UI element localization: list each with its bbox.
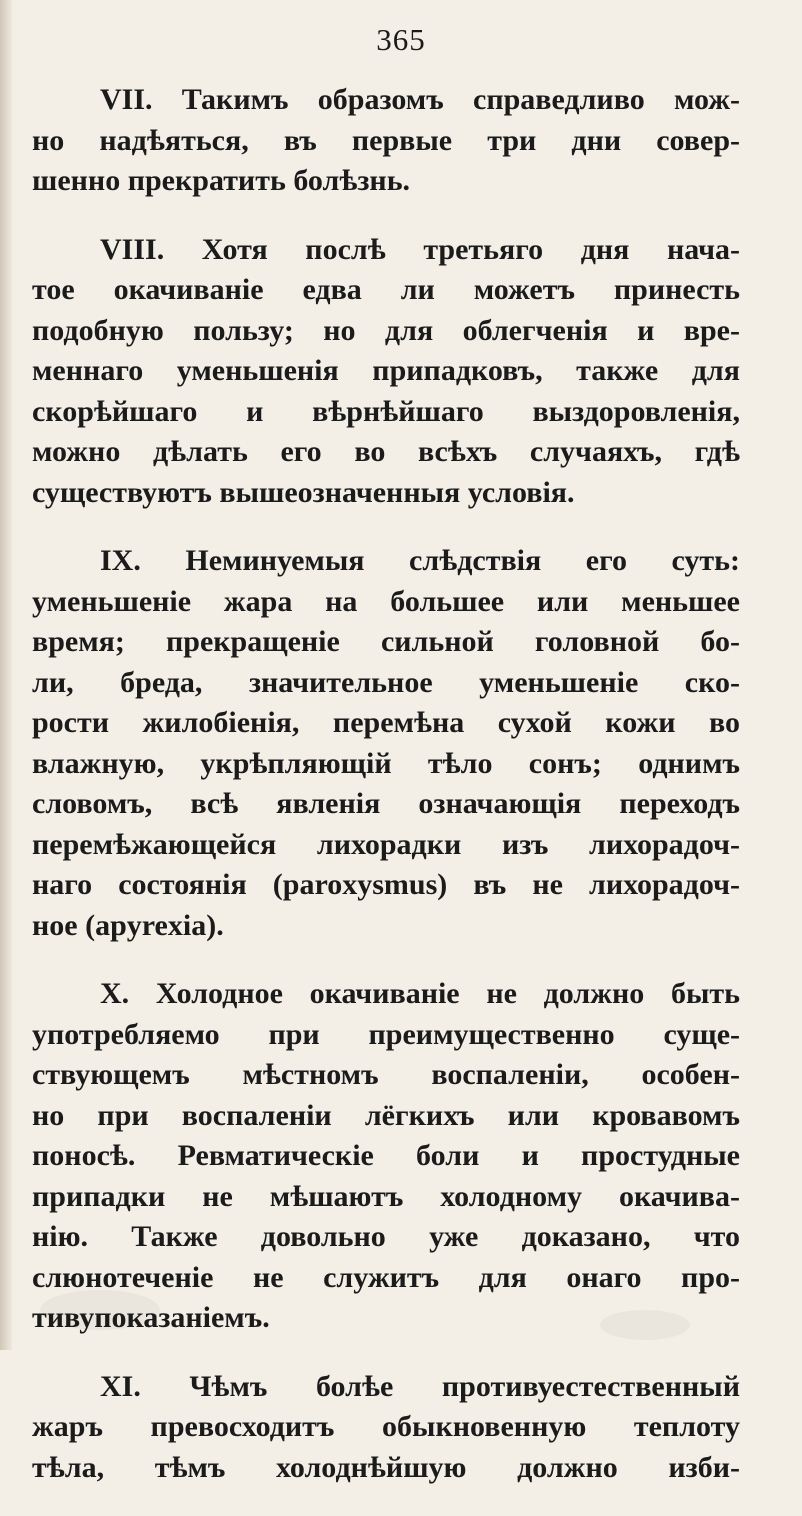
text-line: подобную пользу; но для облегченія и вре- bbox=[32, 313, 740, 347]
text-line: жаръ превосходитъ обыкновенную теплоту bbox=[32, 1410, 740, 1443]
text-line: меннаго уменьшенія припадковъ, также для bbox=[32, 354, 740, 387]
text-line: существуютъ вышеозначенныя условія. bbox=[32, 475, 575, 509]
text-line: влажную, укрѣпляющій тѣло сонъ; однимъ bbox=[32, 746, 740, 780]
text-line: ствующемъ мѣстномъ воспаленіи, особен- bbox=[32, 1058, 740, 1091]
text-line: время; прекращеніе сильной головной бо- bbox=[32, 625, 740, 658]
paragraph-vii bbox=[32, 80, 740, 202]
text-line: VII. Такимъ образомъ справедливо мож- bbox=[100, 83, 740, 116]
paragraph-ix bbox=[32, 541, 740, 946]
text-line: IX. Неминуемыя слѣдствія его суть: bbox=[100, 544, 740, 577]
text-line: но при воспаленіи лёгкихъ или кровавомъ bbox=[32, 1098, 740, 1132]
paragraph-x bbox=[32, 974, 740, 1339]
text-line: VIII. Хотя послѣ третьяго дня нача- bbox=[100, 232, 740, 266]
text-line: слюнотеченіе не служитъ для онаго про- bbox=[32, 1260, 740, 1294]
text-line: шенно прекратить болѣзнь. bbox=[32, 164, 411, 197]
text-line: припадки не мѣшаютъ холодному окачива- bbox=[32, 1179, 740, 1213]
paragraph-xi bbox=[32, 1367, 740, 1489]
text-line: можно дѣлать его во всѣхъ случаяхъ, гдѣ bbox=[32, 435, 740, 468]
text-line: но надѣяться, въ первые три дни совер- bbox=[32, 123, 740, 157]
text-line: нію. Также довольно уже доказано, что bbox=[32, 1220, 740, 1253]
text-line: XI. Чѣмъ болѣе противуестественный bbox=[100, 1369, 740, 1403]
text-line: X. Холодное окачиваніе не должно быть bbox=[100, 977, 740, 1010]
page-number: 365 bbox=[376, 22, 426, 57]
text-line: наго состоянія (paroxysmus) въ не лихорадоч- bbox=[32, 868, 740, 901]
text-line: тѣла, тѣмъ холоднѣйшую должно изби- bbox=[32, 1450, 740, 1484]
text-line: тое окачиваніе едва ли можетъ принесть bbox=[32, 273, 740, 306]
text-line: скорѣйшаго и вѣрнѣйшаго выздоровленія, bbox=[32, 394, 740, 428]
text-line: поносѣ. Ревматическіе боли и простудные bbox=[32, 1139, 740, 1172]
page-binding-edge bbox=[0, 0, 12, 1350]
text-line: употребляемо при преимущественно суще- bbox=[32, 1017, 740, 1051]
text-line: перемѣжающейся лихорадки изъ лихорадоч- bbox=[32, 827, 740, 861]
text-line: словомъ, всѣ явленія означающія переходъ bbox=[32, 787, 740, 820]
text-line: тивупоказаніемъ. bbox=[32, 1301, 270, 1334]
text-line: ли, бреда, значительное уменьшеніе ско- bbox=[32, 665, 740, 699]
text-line: рости жилобіенія, перемѣна сухой кожи во bbox=[32, 706, 740, 739]
text-line: ное (apyrexia). bbox=[32, 908, 224, 942]
text-line: уменьшеніе жара на большее или меньшее bbox=[32, 584, 740, 618]
page-text bbox=[32, 80, 740, 1516]
paragraph-viii bbox=[32, 230, 740, 514]
